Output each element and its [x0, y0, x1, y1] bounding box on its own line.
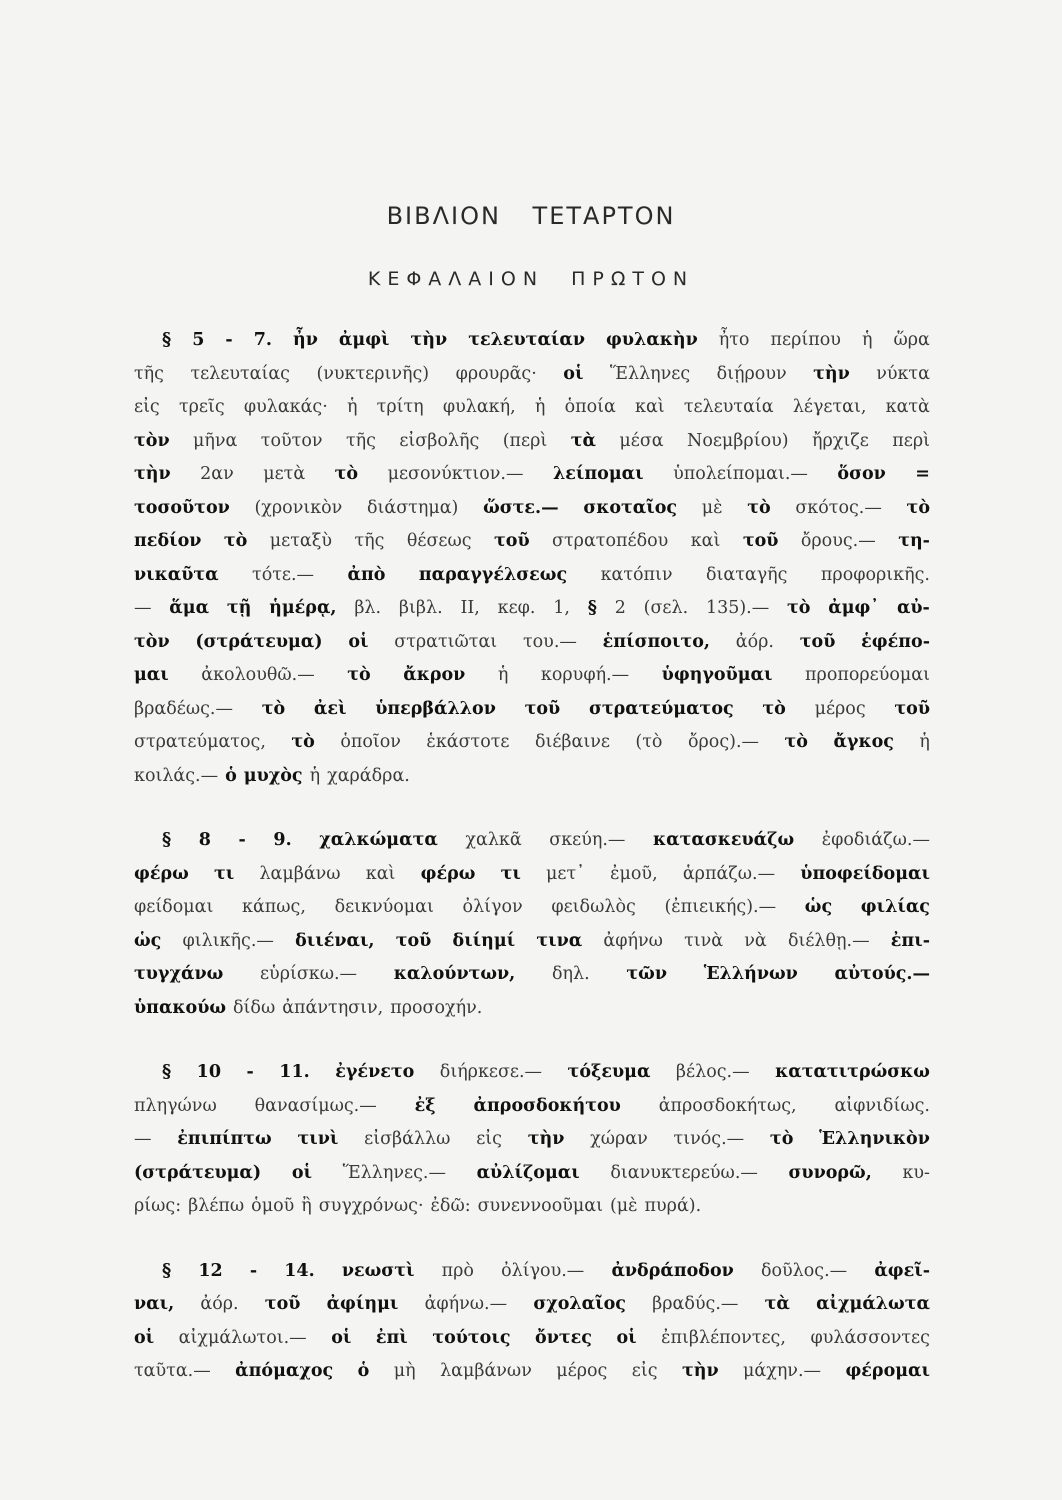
text-line: τὸν (στράτευμα) οἱ στρατιῶται του.— ἑπίσποιτο, ἀόρ. τοῦ ἑφέπο- [134, 631, 930, 652]
text-line: ὡς φιλικῆς.— διιέναι, τοῦ διίημί τινα ἀφήνω τινὰ νὰ διέλθῃ.— ἐπι- [134, 930, 930, 951]
text-line: ναι, ἀόρ. τοῦ ἀφίημι ἀφήνω.— σχολαῖος βραδύς.— τὰ αἰχμάλωτα [134, 1294, 930, 1314]
text-line: § 10 - 11. ἐγένετο διήρκεσε.— τόξευμα βέλος.— κατατιτρώσκω [162, 1062, 930, 1082]
book-title: ΒΙΒΛΙΟΝ ΤΕΤΑΡΤΟΝ [386, 202, 676, 230]
text-line: μαι ἀκολουθῶ.— τὸ ἄκρον ἡ κορυφή.— ὑφηγοῦμαι προπορεύομαι [134, 665, 930, 685]
text-line: ταῦτα.— ἀπόμαχος ὁ μὴ λαμβάνων μέρος εἰς τὴν μάχην.— φέρομαι [134, 1361, 930, 1381]
text-line: τὴν 2αν μετὰ τὸ μεσονύκτιον.— λείπομαι ὑπολείπομαι.— ὅσον = [134, 464, 930, 484]
text-line: τὸν μῆνα τοῦτον τῆς εἰσβολῆς (περὶ τὰ μέσα Νοεμβρίου) ἤρχιζε περὶ [134, 430, 930, 451]
text-line: στρατεύματος, τὸ ὁποῖον ἑκάστοτε διέβαινε (τὸ ὄρος).— τὸ ἄγκος ἡ [134, 732, 930, 752]
text-line: φέρω τι λαμβάνω καὶ φέρω τι μετ᾽ ἐμοῦ, ἁρπάζω.— ὑποφείδομαι [134, 863, 930, 884]
text-line: βραδέως.— τὸ ἀεὶ ὑπερβάλλον τοῦ στρατεύματος τὸ μέρος τοῦ [134, 698, 930, 719]
text-line: εἰς τρεῖς φυλακάς· ἡ τρίτη φυλακή, ἡ ὁποία καὶ τελευταία λέγεται, κατὰ [134, 397, 930, 417]
text-line: ὑπακούω δίδω ἀπάντησιν, προσοχήν. [134, 997, 483, 1018]
commentary-text [134, 324, 930, 1389]
text-line: ρίως: βλέπω ὁμοῦ ἢ συγχρόνως· ἐδῶ: συνεννοοῦμαι (μὲ πυρά). [134, 1196, 702, 1216]
text-line: τυγχάνω εὑρίσκω.— καλούντων, δηλ. τῶν Ἑλλήνων αὐτούς.— [134, 964, 930, 984]
text-line: — ἐπιπίπτω τινὶ εἰσβάλλω εἰς τὴν χώραν τινός.— τὸ Ἑλληνικὸν [134, 1129, 930, 1149]
text-line: οἱ αἰχμάλωτοι.— οἱ ἐπὶ τούτοις ὄντες οἱ ἐπιβλέποντες, φυλάσσοντες [134, 1327, 930, 1348]
text-line: νικαῦτα τότε.— ἀπὸ παραγγέλσεως κατόπιν διαταγῆς προφορικῆς. [134, 564, 930, 585]
paragraph-12-14 [134, 1255, 930, 1389]
text-line: — ἅμα τῇ ἡμέρᾳ, βλ. βιβλ. II, κεφ. 1, § 2 (σελ. 135).— τὸ ἀμφ᾽ αὐ- [134, 598, 930, 618]
text-line: πληγώνω θανασίμως.— ἐξ ἀπροσδοκήτου ἀπροσδοκήτως, αἰφνιδίως. [134, 1095, 930, 1116]
text-line: τῆς τελευταίας (νυκτερινῆς) φρουρᾶς· οἱ Ἕλληνες διῄρουν τὴν νύκτα [134, 363, 930, 384]
text-line: § 12 - 14. νεωστὶ πρὸ ὀλίγου.— ἀνδράποδον δοῦλος.— ἀφεῖ- [162, 1260, 930, 1281]
text-line: πεδίον τὸ μεταξὺ τῆς θέσεως τοῦ στρατοπέδου καὶ τοῦ ὄρους.— τη- [134, 531, 930, 551]
text-line: (στράτευμα) οἱ Ἕλληνες.— αὐλίζομαι διανυκτερεύω.— συνορῶ, κυ- [134, 1162, 930, 1183]
text-line: φείδομαι κάπως, δεικνύομαι ὀλίγον φειδωλὸς (ἐπιεικής).— ὡς φιλίας [134, 897, 930, 917]
text-line: § 5 - 7. ἦν ἀμφὶ τὴν τελευταίαν φυλακὴν ἦτο περίπου ἡ ὥρα [162, 330, 930, 350]
paragraph-8-9 [134, 824, 930, 1025]
paragraph-5-7 [134, 324, 930, 793]
text-line: τοσοῦτον (χρονικὸν διάστημα) ὥστε.— σκοταῖος μὲ τὸ σκότος.— τὸ [134, 497, 930, 518]
paragraph-10-11 [134, 1056, 930, 1224]
chapter-title: ΚΕΦΑΛΑΙΟΝ ΠΡΩΤΟΝ [367, 268, 695, 290]
text-line: § 8 - 9. χαλκώματα χαλκᾶ σκεύη.— κατασκευάζω ἐφοδιάζω.— [162, 830, 930, 850]
text-line: κοιλάς.— ὁ μυχὸς ἡ χαράδρα. [134, 765, 410, 786]
